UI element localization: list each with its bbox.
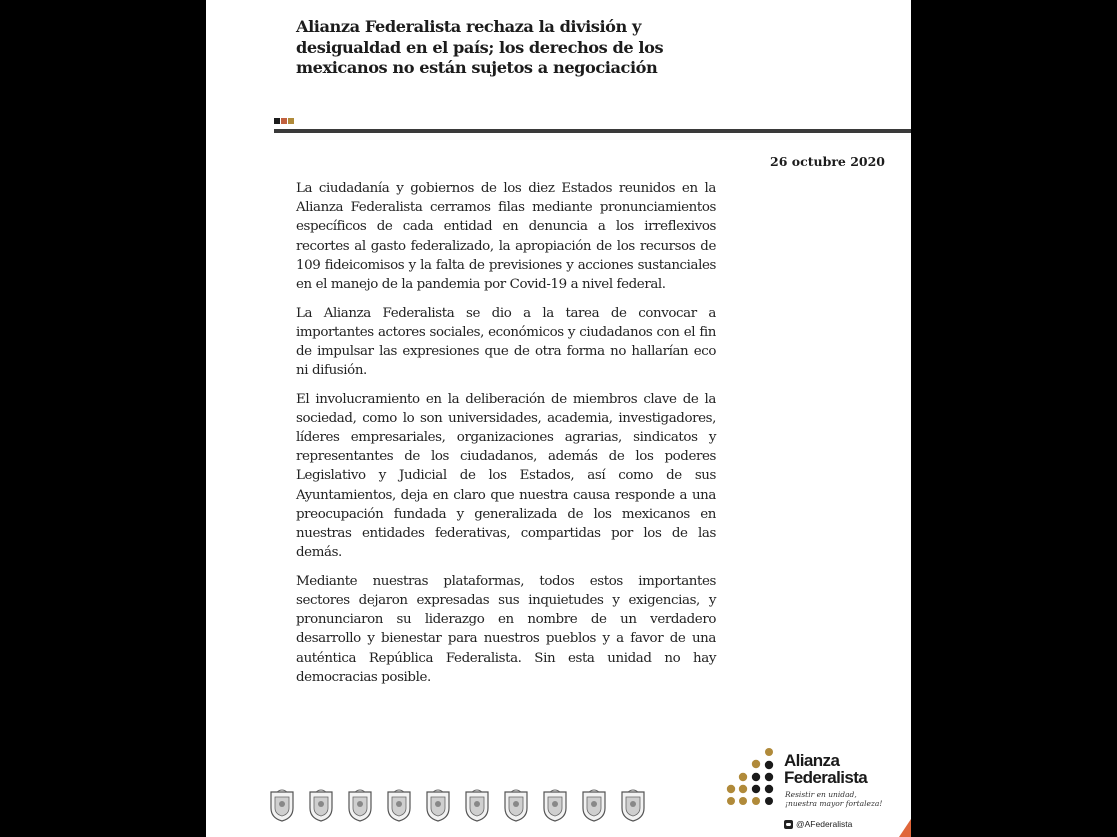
document-body [296, 179, 716, 696]
crest-icon [463, 788, 491, 822]
logo-tagline-line1: Resistir en unidad, [785, 790, 857, 799]
logo-tagline [785, 791, 885, 808]
corner-decoration [899, 819, 911, 837]
state-crests-row [268, 788, 647, 822]
accent-mark-red [281, 118, 287, 124]
social-handle-text: @AFederalista [796, 819, 853, 829]
title-accent-marks [274, 118, 294, 124]
crest-icon [502, 788, 530, 822]
paragraph: La ciudadanía y gobiernos de los diez Estados reunidos en la Alianza Federalista cerramos filas mediante pronunciamientos específicos de cada entidad en denuncia a los irreflexivos recortes al gasto federalizado, la apropiación de los recursos de 109 fideicomisos y la falta de previsiones y acciones sustanciales en el manejo de la pandemia por Covid-19 a nivel federal. [296, 181, 716, 293]
accent-mark-gold [288, 118, 294, 124]
crest-icon [385, 788, 413, 822]
document-date: 26 octubre 2020 [770, 154, 885, 169]
logo-name [784, 753, 867, 786]
crest-icon [541, 788, 569, 822]
document-title: Alianza Federalista rechaza la división y desigualdad en el país; los derechos de los mexicanos no están sujetos a negociación [296, 17, 664, 77]
social-handle[interactable] [784, 819, 852, 829]
crest-icon [619, 788, 647, 822]
header-divider [274, 129, 911, 133]
logo-name-line1: Alianza [784, 751, 840, 770]
accent-mark-dark [274, 118, 280, 124]
logo-dots-icon [719, 744, 779, 809]
twitter-icon [784, 820, 793, 829]
logo-name-line2: Federalista [784, 767, 868, 787]
crest-icon [268, 788, 296, 822]
document-page [206, 0, 911, 837]
paragraph: Mediante nuestras plataformas, todos estos importantes sectores dejaron expresadas sus inquietudes y exigencias, y pronunciaron su liderazgo en nombre de un verdadero desarrollo y bienestar para nuestros pueblos y a favor de una auténtica República Federalista. Sin esta unidad no hay democracias posible. [296, 573, 716, 685]
crest-icon [424, 788, 452, 822]
paragraph: La Alianza Federalista se dio a la tarea de convocar a importantes actores sociales, económicos y ciudadanos con el fin de impulsar las expresiones que de otra forma no hallarían eco ni difusión. [296, 305, 716, 379]
crest-icon [580, 788, 608, 822]
crest-icon [346, 788, 374, 822]
crest-icon [307, 788, 335, 822]
paragraph: El involucramiento en la deliberación de miembros clave de la sociedad, como lo son universidades, academia, investigadores, líderes empresariales, organizaciones agrarias, sindicatos y representantes de los ciudadanos, además de los poderes Legislativo y Judicial de los Estados, así como de sus Ayuntamientos, deja en claro que nuestra causa responde a una preocupación fundada y generalizada de los mexicanos en nuestras entidades federativas, compartidas por los de las demás. [296, 391, 716, 561]
alianza-federalista-logo [719, 744, 904, 814]
logo-tagline-line2: ¡nuestra mayor fortaleza! [785, 798, 883, 808]
